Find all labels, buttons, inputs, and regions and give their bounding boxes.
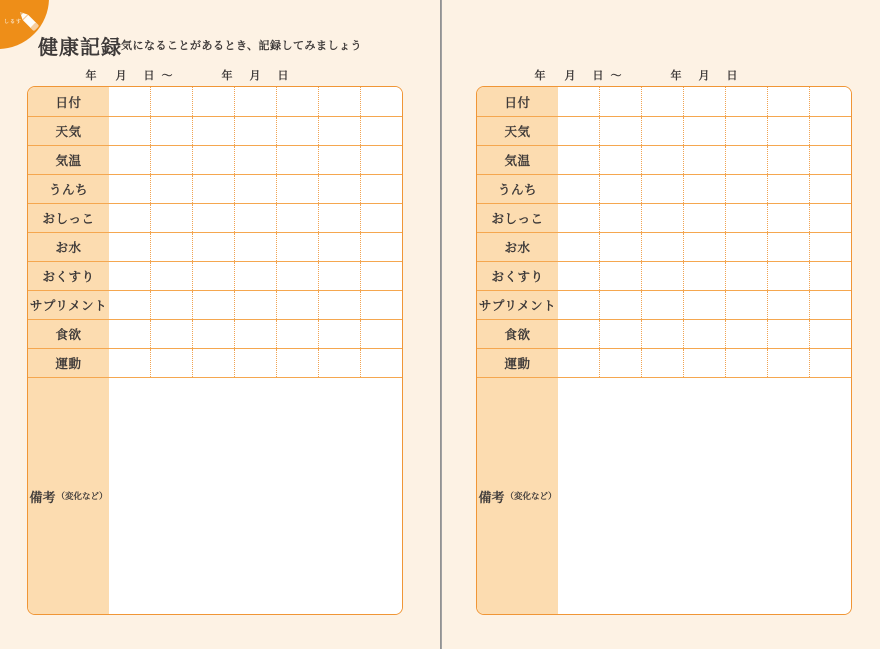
row-cells — [558, 349, 851, 377]
entry-cell — [318, 87, 360, 116]
record-row — [477, 174, 851, 203]
entry-cell — [809, 87, 851, 116]
date-field-day: 日 — [143, 70, 155, 82]
row-cells — [109, 175, 402, 203]
date-field-year: 年 — [534, 70, 546, 82]
entry-cell — [725, 204, 767, 232]
entry-cell — [809, 117, 851, 145]
entry-cell — [109, 87, 150, 116]
record-row — [28, 232, 402, 261]
row-cells — [109, 87, 402, 116]
row-label: おくすり — [477, 262, 558, 290]
entry-cell — [360, 175, 402, 203]
row-cells — [109, 291, 402, 319]
entry-cell — [109, 204, 150, 232]
entry-cell — [641, 146, 683, 174]
row-label: サプリメント — [28, 291, 109, 319]
row-cells — [109, 233, 402, 261]
record-rows — [28, 87, 402, 377]
date-field-month: 月 — [698, 70, 710, 82]
entry-cell — [109, 349, 150, 377]
entry-cell — [318, 204, 360, 232]
entry-cell — [767, 291, 809, 319]
row-cells — [109, 204, 402, 232]
entry-cell — [234, 117, 276, 145]
entry-cell — [641, 87, 683, 116]
date-field-year: 年 — [670, 70, 682, 82]
record-row — [28, 348, 402, 377]
entry-cell — [192, 233, 234, 261]
entry-cell — [192, 87, 234, 116]
row-cells — [109, 262, 402, 290]
row-label: 日付 — [477, 87, 558, 116]
entry-cell — [641, 320, 683, 348]
entry-cell — [558, 117, 599, 145]
entry-cell — [641, 349, 683, 377]
record-row — [28, 116, 402, 145]
entry-cell — [558, 204, 599, 232]
record-row — [477, 203, 851, 232]
entry-cell — [767, 349, 809, 377]
entry-cell — [767, 87, 809, 116]
row-label: 運動 — [28, 349, 109, 377]
entry-cell — [809, 349, 851, 377]
entry-cell — [192, 262, 234, 290]
page-subtitle: 気になることがあるとき、記録してみましょう — [121, 40, 363, 52]
entry-cell — [192, 349, 234, 377]
entry-cell — [558, 87, 599, 116]
entry-cell — [150, 204, 192, 232]
page-spine-divider — [440, 0, 442, 649]
date-range-tilde: ～ — [610, 70, 622, 82]
entry-cell — [150, 320, 192, 348]
entry-cell — [599, 146, 641, 174]
entry-cell — [725, 349, 767, 377]
entry-cell — [809, 146, 851, 174]
sheet-right — [476, 66, 852, 615]
row-label: 食欲 — [28, 320, 109, 348]
entry-cell — [725, 175, 767, 203]
entry-cell — [234, 233, 276, 261]
record-row — [28, 174, 402, 203]
entry-cell — [599, 262, 641, 290]
row-cells — [558, 204, 851, 232]
entry-cell — [276, 146, 318, 174]
row-label: 天気 — [477, 117, 558, 145]
entry-cell — [234, 175, 276, 203]
entry-cell — [683, 349, 725, 377]
record-row — [477, 87, 851, 116]
entry-cell — [641, 291, 683, 319]
entry-cell — [109, 146, 150, 174]
record-row — [477, 319, 851, 348]
entry-cell — [725, 262, 767, 290]
entry-cell — [683, 291, 725, 319]
remarks-note: （変化など） — [56, 491, 108, 501]
page-title: 健康記録 — [38, 37, 122, 59]
entry-cell — [276, 291, 318, 319]
entry-cell — [599, 117, 641, 145]
entry-cell — [318, 349, 360, 377]
row-label: 運動 — [477, 349, 558, 377]
entry-cell — [150, 175, 192, 203]
entry-cell — [318, 291, 360, 319]
record-row — [28, 203, 402, 232]
entry-cell — [318, 117, 360, 145]
entry-cell — [360, 204, 402, 232]
entry-cell — [725, 233, 767, 261]
entry-cell — [558, 146, 599, 174]
entry-cell — [683, 146, 725, 174]
row-cells — [558, 320, 851, 348]
entry-cell — [599, 349, 641, 377]
entry-cell — [683, 117, 725, 145]
record-row — [477, 348, 851, 377]
entry-cell — [318, 320, 360, 348]
row-label: サプリメント — [477, 291, 558, 319]
health-record-table — [476, 86, 852, 615]
row-cells — [558, 291, 851, 319]
record-rows — [477, 87, 851, 377]
entry-cell — [767, 233, 809, 261]
record-row — [28, 319, 402, 348]
date-field-month: 月 — [115, 70, 127, 82]
row-label: おしっこ — [477, 204, 558, 232]
entry-cell — [109, 233, 150, 261]
row-label: 気温 — [477, 146, 558, 174]
entry-cell — [192, 291, 234, 319]
entry-cell — [641, 262, 683, 290]
entry-cell — [318, 233, 360, 261]
entry-cell — [725, 146, 767, 174]
remarks-row — [477, 377, 851, 614]
entry-cell — [809, 233, 851, 261]
entry-cell — [150, 117, 192, 145]
remarks-row — [28, 377, 402, 614]
entry-cell — [276, 204, 318, 232]
entry-cell — [276, 117, 318, 145]
entry-cell — [276, 262, 318, 290]
date-field-year: 年 — [85, 70, 97, 82]
entry-cell — [558, 320, 599, 348]
entry-cell — [318, 262, 360, 290]
health-record-table — [27, 86, 403, 615]
entry-cell — [150, 349, 192, 377]
row-label: 日付 — [28, 87, 109, 116]
entry-cell — [192, 320, 234, 348]
entry-cell — [276, 87, 318, 116]
remarks-label: 備考 — [478, 489, 505, 505]
entry-cell — [150, 87, 192, 116]
entry-cell — [192, 146, 234, 174]
entry-cell — [599, 320, 641, 348]
row-label: おしっこ — [28, 204, 109, 232]
entry-cell — [725, 117, 767, 145]
date-range-tilde: ～ — [161, 70, 173, 82]
date-field-month: 月 — [564, 70, 576, 82]
row-label: うんち — [28, 175, 109, 203]
corner-tab-label: しるす — [4, 19, 23, 25]
record-row — [477, 116, 851, 145]
row-cells — [109, 320, 402, 348]
entry-cell — [809, 262, 851, 290]
remarks-writing-area — [109, 378, 402, 614]
entry-cell — [599, 233, 641, 261]
entry-cell — [234, 320, 276, 348]
record-row — [477, 261, 851, 290]
date-field-day: 日 — [726, 70, 738, 82]
entry-cell — [767, 117, 809, 145]
entry-cell — [809, 204, 851, 232]
entry-cell — [192, 204, 234, 232]
entry-cell — [150, 233, 192, 261]
entry-cell — [599, 291, 641, 319]
row-label: 気温 — [28, 146, 109, 174]
pencil-icon — [14, 6, 44, 36]
date-field-month: 月 — [249, 70, 261, 82]
entry-cell — [725, 87, 767, 116]
row-cells — [558, 117, 851, 145]
entry-cell — [234, 204, 276, 232]
row-label: 食欲 — [477, 320, 558, 348]
entry-cell — [641, 204, 683, 232]
entry-cell — [318, 175, 360, 203]
record-row — [28, 87, 402, 116]
entry-cell — [641, 175, 683, 203]
entry-cell — [192, 175, 234, 203]
row-cells — [558, 233, 851, 261]
entry-cell — [234, 262, 276, 290]
entry-cell — [599, 87, 641, 116]
entry-cell — [109, 262, 150, 290]
row-cells — [109, 146, 402, 174]
row-cells — [558, 146, 851, 174]
entry-cell — [360, 117, 402, 145]
record-row — [28, 145, 402, 174]
date-field-day: 日 — [277, 70, 289, 82]
entry-cell — [192, 117, 234, 145]
entry-cell — [360, 291, 402, 319]
entry-cell — [767, 262, 809, 290]
record-row — [28, 290, 402, 319]
sheet-left — [27, 66, 403, 615]
remarks-row-label — [28, 378, 109, 614]
row-label: うんち — [477, 175, 558, 203]
entry-cell — [234, 349, 276, 377]
entry-cell — [150, 291, 192, 319]
entry-cell — [683, 233, 725, 261]
row-cells — [109, 117, 402, 145]
entry-cell — [234, 291, 276, 319]
entry-cell — [360, 320, 402, 348]
record-row — [477, 232, 851, 261]
entry-cell — [276, 349, 318, 377]
row-label: おくすり — [28, 262, 109, 290]
entry-cell — [109, 117, 150, 145]
remarks-row-label — [477, 378, 558, 614]
remarks-label: 備考 — [29, 489, 56, 505]
row-cells — [558, 175, 851, 203]
entry-cell — [234, 146, 276, 174]
entry-cell — [109, 320, 150, 348]
row-label: 天気 — [28, 117, 109, 145]
entry-cell — [683, 320, 725, 348]
entry-cell — [558, 262, 599, 290]
entry-cell — [360, 233, 402, 261]
date-field-day: 日 — [592, 70, 604, 82]
row-cells — [558, 87, 851, 116]
row-cells — [558, 262, 851, 290]
record-row — [477, 145, 851, 174]
entry-cell — [558, 175, 599, 203]
entry-cell — [109, 291, 150, 319]
row-label: お水 — [477, 233, 558, 261]
entry-cell — [599, 204, 641, 232]
entry-cell — [641, 233, 683, 261]
entry-cell — [150, 262, 192, 290]
entry-cell — [683, 262, 725, 290]
entry-cell — [683, 204, 725, 232]
entry-cell — [558, 349, 599, 377]
entry-cell — [767, 320, 809, 348]
entry-cell — [276, 175, 318, 203]
entry-cell — [683, 175, 725, 203]
remarks-note: （変化など） — [505, 491, 557, 501]
entry-cell — [641, 117, 683, 145]
entry-cell — [725, 291, 767, 319]
entry-cell — [558, 291, 599, 319]
date-range-header — [27, 66, 403, 86]
entry-cell — [767, 175, 809, 203]
entry-cell — [360, 87, 402, 116]
entry-cell — [809, 320, 851, 348]
row-label: お水 — [28, 233, 109, 261]
entry-cell — [318, 146, 360, 174]
entry-cell — [150, 146, 192, 174]
entry-cell — [360, 349, 402, 377]
record-row — [28, 261, 402, 290]
entry-cell — [599, 175, 641, 203]
entry-cell — [276, 320, 318, 348]
entry-cell — [683, 87, 725, 116]
entry-cell — [767, 204, 809, 232]
entry-cell — [360, 262, 402, 290]
date-field-year: 年 — [221, 70, 233, 82]
entry-cell — [725, 320, 767, 348]
entry-cell — [809, 291, 851, 319]
entry-cell — [234, 87, 276, 116]
entry-cell — [360, 146, 402, 174]
entry-cell — [109, 175, 150, 203]
remarks-writing-area — [558, 378, 851, 614]
entry-cell — [809, 175, 851, 203]
date-range-header — [476, 66, 852, 86]
record-row — [477, 290, 851, 319]
entry-cell — [558, 233, 599, 261]
row-cells — [109, 349, 402, 377]
entry-cell — [767, 146, 809, 174]
entry-cell — [276, 233, 318, 261]
